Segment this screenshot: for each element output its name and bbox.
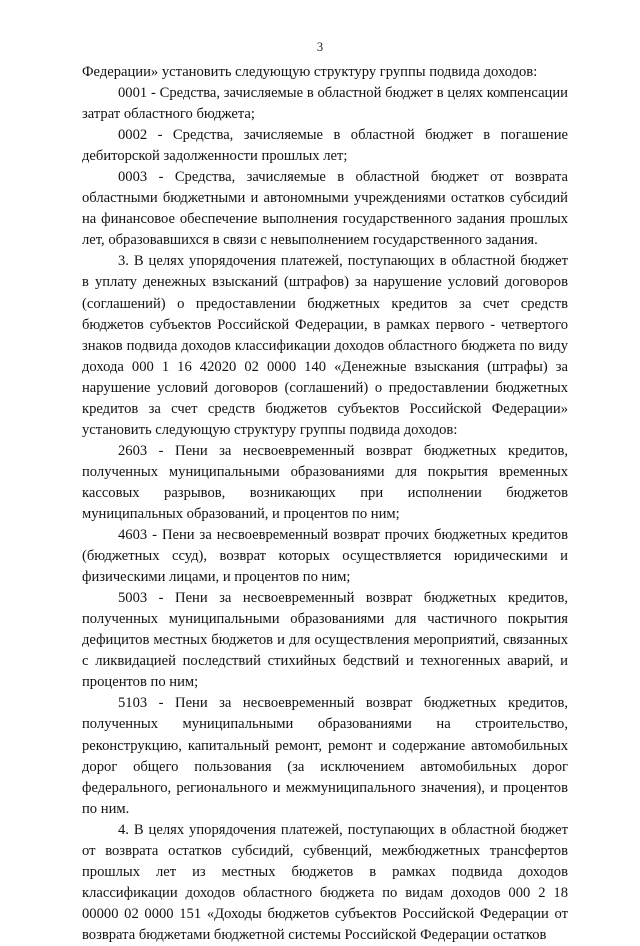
paragraph: 4603 - Пени за несвоевременный возврат прочих бюджетных кредитов (бюджетных ссуд), возврат которых осуществляется юридическими и физическими лицами, и процентов по ним; <box>82 527 568 586</box>
paragraph: 0001 - Средства, зачисляемые в областной бюджет в целях компенсации затрат областного бюджета; <box>82 85 568 123</box>
page-number: 3 <box>316 40 324 54</box>
paragraph: 5003 - Пени за несвоевременный возврат бюджетных кредитов, полученных муниципальными образованиями для частичного покрытия дефицитов местных бюджетов и для осуществления мероприятий, связанных с ликвидацией последствий стихийных бедствий и техногенных аварий, и процентов по ним; <box>82 590 568 691</box>
paragraph: 0003 - Средства, зачисляемые в областной бюджет от возврата областными бюджетными и автономными учреждениями остатков субсидий на финансовое обеспечение выполнения государственного задания прошлых лет, образовавшихся в связи с невыполнением государственного задания. <box>82 169 568 249</box>
paragraph: 4. В целях упорядочения платежей, поступающих в областной бюджет от возврата остатков субсидий, субвенций, межбюджетных трансфертов прошлых лет из местных бюджетов в рамках подвида доходов классификации доходов областного бюджета по видам доходов 000 2 18 00000 02 0000 151 «Доходы бюджетов субъектов Российской Федерации от возврата бюджетами бюджетной системы Российской Федерации остатков <box>82 821 568 943</box>
document-body <box>82 62 568 946</box>
paragraph: 2603 - Пени за несвоевременный возврат бюджетных кредитов, полученных муниципальными образованиями для покрытия временных кассовых разрывов, возникающих при исполнении бюджетов муниципальных образований, и процентов по ним; <box>82 442 568 522</box>
paragraph: 5103 - Пени за несвоевременный возврат бюджетных кредитов, полученных муниципальными образованиями на строительство, реконструкцию, капитальный ремонт, ремонт и содержание автомобильных дорог общего пользования (за исключением автомобильных дорог федерального, регионального и межмуниципального значения), и процентов по ним. <box>82 695 568 817</box>
paragraph: 3. В целях упорядочения платежей, поступающих в областной бюджет в уплату денежных взысканий (штрафов) за нарушение условий договоров (соглашений) о предоставлении бюджетных кредитов за счет средств бюджетов субъектов Российской Федерации, в рамках первого - четвертого знаков подвида доходов классификации доходов областного бюджета по виду дохода 000 1 16 42020 02 0000 140 «Денежные взыскания (штрафы) за нарушение условий договоров (соглашений) о предоставлении бюджетных кредитов за счет средств бюджетов субъектов Российской Федерации» установить следующую структуру группы подвида доходов: <box>82 253 568 438</box>
paragraph: 0002 - Средства, зачисляемые в областной бюджет в погашение дебиторской задолженности прошлых лет; <box>82 127 568 165</box>
paragraph: Федерации» установить следующую структуру группы подвида доходов: <box>82 64 538 80</box>
